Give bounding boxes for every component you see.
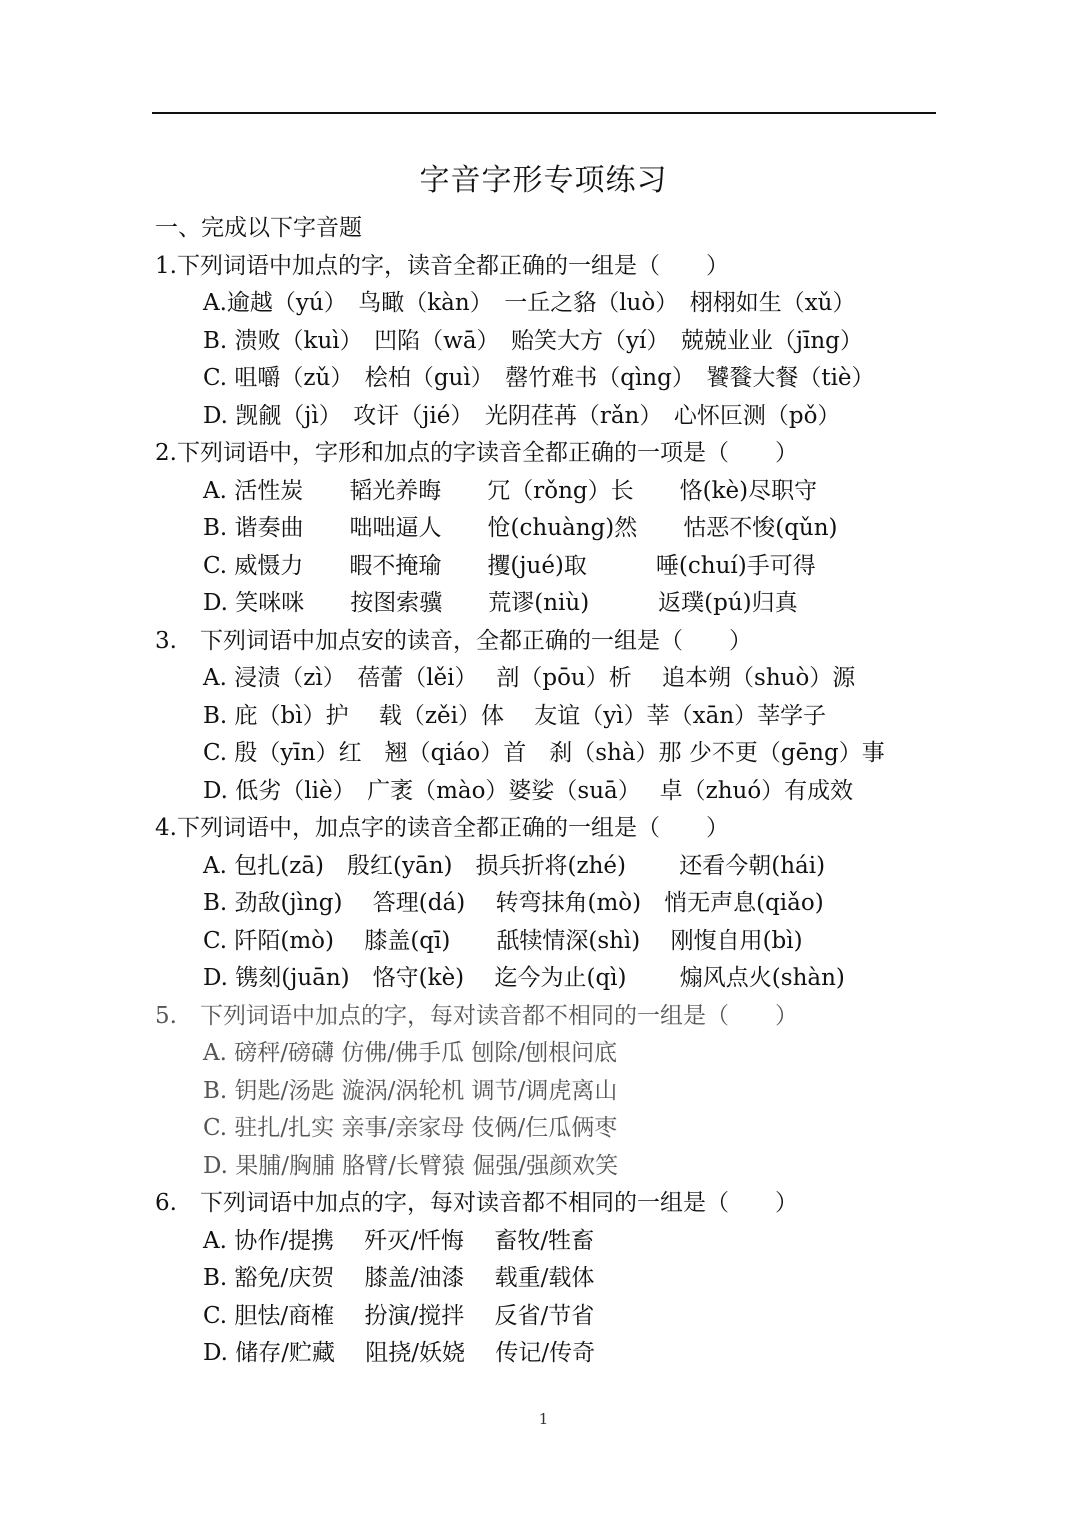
question-2-option-d: D. 笑咪咪 按图索骥 荒谬(niù) 返璞(pú)归真 [203,590,798,616]
question-4-option-c: C. 阡陌(mò) 膝盖(qī) 舐犊情深(shì) 刚愎自用(bì) [203,927,803,954]
question-6-option-b: B. 豁免/庆贺 膝盖/油漆 载重/载体 [203,1265,595,1291]
question-6: 6. 下列词语中加点的字，每对读音都不相同的一组是（ ） [155,1190,798,1216]
question-5-option-c: C. 驻扎/扎实 亲事/亲家母 伎俩/仨瓜俩枣 [203,1115,618,1141]
question-2-option-a: A. 活性炭 韬光养晦 冗（rǒng）长 恪(kè)尽职守 [203,477,818,504]
question-5-option-d: D. 果脯/胸脯 胳臂/长臂猿 倔强/强颜欢笑 [203,1152,619,1179]
question-5-option-b: B. 钥匙/汤匙 漩涡/涡轮机 调节/调虎离山 [203,1077,618,1104]
question-3-option-a: A. 浸渍（zì） 蓓蕾（lěi） 剖（pōu）析 追本朔（shuò）源 [203,665,856,691]
question-1: 1.下列词语中加点的字，读音全都正确的一组是（ ） [155,252,729,279]
question-3-option-d: D. 低劣（liè） 广袤（mào）婆娑（suā） 卓（zhuó）有成效 [203,777,854,804]
question-2-option-b: B. 谐奏曲 咄咄逼人 怆(chuàng)然 怙恶不悛(qǔn) [203,515,838,541]
question-1-option-c: C. 咀嚼（zǔ） 桧柏（guì） 罄竹难书（qìng） 饕餮大餐（tiè） [203,365,875,391]
question-4-option-b: B. 劲敌(jìng) 答理(dá) 转弯抹角(mò) 悄无声息(qiǎo) [203,890,824,916]
page-number: 1 [538,1410,549,1428]
question-4-option-d: D. 镌刻(juān) 恪守(kè) 迄今为止(qì) 煽风点火(shàn) [203,965,845,991]
question-1-option-a: A.逾越（yú） 鸟瞰（kàn） 一丘之貉（luò） 栩栩如生（xǔ） [203,290,856,316]
question-2-option-c: C. 威慑力 暇不掩瑜 攫(jué)取 唾(chuí)手可得 [203,552,816,579]
header-rule [152,112,936,114]
question-3: 3. 下列词语中加点安的读音，全都正确的一组是（ ） [155,627,752,654]
exercise-content [155,210,955,1373]
question-4-option-a: A. 包扎(zā) 殷红(yān) 损兵折将(zhé) 还看今朝(hái) [203,852,826,879]
question-2: 2.下列词语中，字形和加点的字读音全都正确的一项是（ ） [155,440,798,466]
question-5: 5. 下列词语中加点的字，每对读音都不相同的一组是（ ） [155,1002,798,1029]
question-6-option-a: A. 协作/提携 歼灭/忏悔 畜牧/牲畜 [203,1227,595,1254]
question-6-option-c: C. 胆怯/商榷 扮演/搅拌 反省/节省 [203,1302,595,1329]
question-6-option-d: D. 储存/贮藏 阻挠/妖娆 传记/传奇 [203,1340,596,1366]
section-heading: 一、完成以下字音题 [155,215,362,241]
question-4: 4.下列词语中，加点字的读音全都正确的一组是（ ） [155,815,729,841]
question-1-option-d: D. 觊觎（jì） 攻讦（jié） 光阴荏苒（rǎn） 心怀叵测（pǒ） [203,402,841,429]
question-5-option-a: A. 磅秤/磅礴 仿佛/佛手瓜 刨除/刨根问底 [203,1040,618,1066]
question-3-option-c: C. 殷（yīn）红 翘（qiáo）首 刹（shà）那 少不更（gēng）事 [203,740,885,766]
page-title: 字音字形专项练习 [419,163,668,198]
question-3-option-b: B. 庇（bì）护 载（zěi）体 友谊（yì）莘（xān）莘学子 [203,702,827,729]
question-1-option-b: B. 溃败（kuì） 凹陷（wā） 贻笑大方（yí） 兢兢业业（jīng） [203,327,863,354]
